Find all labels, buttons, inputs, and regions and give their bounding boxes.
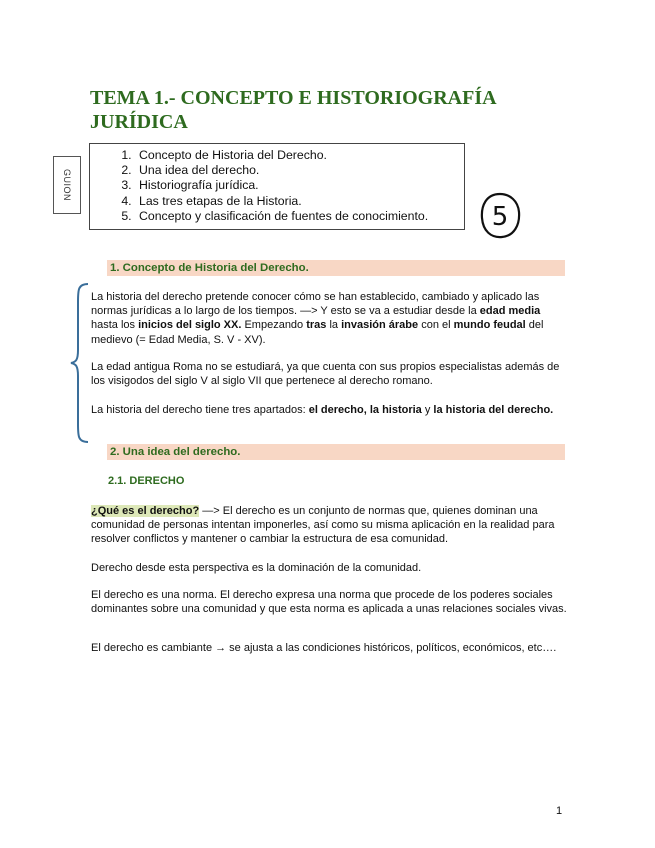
subsection-heading: 2.1. DERECHO	[108, 475, 185, 487]
page-title: TEMA 1.- CONCEPTO E HISTORIOGRAFÍA JURÍDICA	[90, 87, 496, 133]
section-heading: 2. Una idea del derecho.	[107, 444, 565, 460]
toc-item: 5. Concepto y clasificación de fuentes de conocimiento.	[135, 209, 464, 224]
left-brace-icon	[70, 282, 90, 444]
paragraph: Derecho desde esta perspectiva es la dominación de la comunidad.	[91, 562, 422, 574]
paragraph: La historia del derecho tiene tres apartados: el derecho, la historia y la historia del derecho.	[91, 404, 554, 416]
section-heading: 1. Concepto de Historia del Derecho.	[107, 260, 565, 276]
paragraph: La edad antigua Roma no se estudiará, ya que cuenta con sus propios especialistas además de los visigodos del siglo V al siglo VII que pertenece al derecho romano.	[91, 361, 560, 388]
paragraph: La historia del derecho pretende conocer cómo se han establecido, cambiado y aplicado las normas jurídicas a lo largo de los tiempos. —> Y esto se va a estudiar desde la edad media hasta los inicios del siglo XX. Empezando tras la invasión árabe con el mundo feudal del medievo (= Edad Media, S. V - XV).	[91, 291, 544, 346]
table-of-contents	[89, 143, 465, 230]
toc-item: 1. Concepto de Historia del Derecho.	[135, 148, 464, 163]
guion-tab	[53, 156, 81, 214]
toc-item: 2. Una idea del derecho.	[135, 163, 464, 178]
paragraph: El derecho es cambiante → se ajusta a las condiciones históricos, políticos, económicos, etc….	[91, 642, 557, 654]
svg-text:5: 5	[491, 202, 509, 232]
question-highlight: ¿Qué es el derecho?	[91, 505, 200, 517]
handwritten-five-mark	[476, 190, 524, 242]
toc-item: 4. Las tres etapas de la Historia.	[135, 194, 464, 209]
paragraph: El derecho es una norma. El derecho expresa una norma que procede de los poderes sociales dominantes sobre una comunidad y que esta norma es aplicada a unas relaciones sociales vivas.	[91, 589, 567, 616]
paragraph: ¿Qué es el derecho? —> El derecho es un conjunto de normas que, quienes dominan una comunidad de personas intentan imponerles, así como su misma aplicación en la realidad para resolver conflictos y mantener o cambiar la estructura de esa comunidad.	[91, 505, 555, 546]
page-number: 1	[556, 805, 563, 817]
guion-label: GUION	[62, 168, 72, 202]
toc-item: 3. Historiografía jurídica.	[135, 178, 464, 193]
